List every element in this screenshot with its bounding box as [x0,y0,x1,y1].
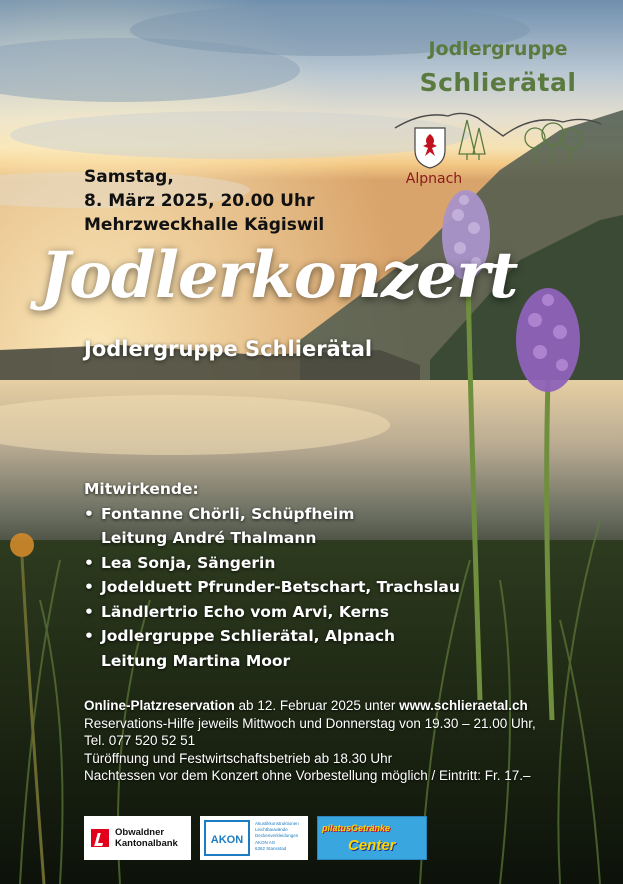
reservation-label: Online-Platzreservation [84,698,235,713]
akon-line4: AKON AG [255,839,276,845]
akon-line2: Leichtbauwände [255,827,288,833]
logo-name-line2: Schlierätal [419,68,577,97]
logo-place: Alpnach [405,171,463,187]
pilatus-line1: pilatusGetränke [322,823,391,833]
poster-subtitle: Jodlergruppe Schlierätal [84,337,373,361]
reservation-text: ab 12. Februar 2025 unter [234,698,400,713]
performer-name: Ländlertrio Echo vom Arvi, Kerns [101,602,389,621]
poster-title: Jodlerkonzert [40,238,518,313]
list-item [84,575,524,600]
sponsor-akon [200,816,308,860]
reservation-line [84,697,614,715]
event-date-time: 8. März 2025, 20.00 Uhr [84,191,315,211]
bullet: • [84,504,94,523]
performer-name: Fontanne Chörli, Schüpfheim [101,504,355,523]
akon-line3: Deckenverkleidungen [255,833,299,839]
coat-of-arms-icon [415,128,445,168]
performer-detail: Leitung André Thalmann [101,529,317,547]
okb-line1: Obwaldner [115,827,165,838]
performer-name: Jodelduett Pfrunder-Betschart, Trachslau [101,578,460,596]
opening-info: Türöffnung und Festwirtschaftsbetrieb ab 18.30 Uhr [84,750,393,766]
website-link[interactable]: www.schlieraetal.ch [399,698,528,713]
club-logo [393,28,603,198]
sponsor-pilatus [317,816,427,860]
akon-line5: 6362 Stansstad [255,845,287,851]
logo-emblem [393,106,603,176]
event-venue: Mehrzweckhalle Kägiswil [84,215,325,235]
performers-heading: Mitwirkende: [84,480,199,498]
event-day: Samstag, [84,167,174,187]
reservation-info [84,697,614,785]
performer-name: Lea Sonja, Sängerin [101,553,276,572]
akon-logo-mark: AKON [204,820,250,856]
akon-line1: Akustikkonstruktionen [255,821,299,826]
reservation-help: Reservations-Hilfe jeweils Mittwoch und Donnerstag von 19.30 – 21.00 Uhr, [84,715,536,731]
performers-list [84,477,524,673]
list-item [84,600,524,625]
performer-name: Jodlergruppe Schlierätal, Alpnach [101,627,396,645]
sponsor-okb [84,816,191,860]
deciduous-tree-icon [525,123,581,164]
bullet: • [84,627,94,645]
list-item [84,551,524,576]
dinner-info: Nachtessen vor dem Konzert ohne Vorbestellung möglich / Eintritt: Fr. 17.– [84,768,531,783]
reservation-phone: Tel. 077 520 52 51 [84,733,196,748]
logo-name-line1: Jodlergruppe [428,38,568,60]
okb-logo-icon [91,829,109,847]
pilatus-line2: Center [348,837,396,854]
fir-tree-icon [459,120,485,160]
list-item [84,624,524,649]
bullet: • [84,578,94,596]
bullet: • [84,553,94,572]
performer-detail: Leitung Martina Moor [101,651,291,670]
list-item [84,502,524,527]
okb-line2: Kantonalbank [115,838,178,849]
bullet: • [84,602,94,621]
event-info [84,165,324,237]
